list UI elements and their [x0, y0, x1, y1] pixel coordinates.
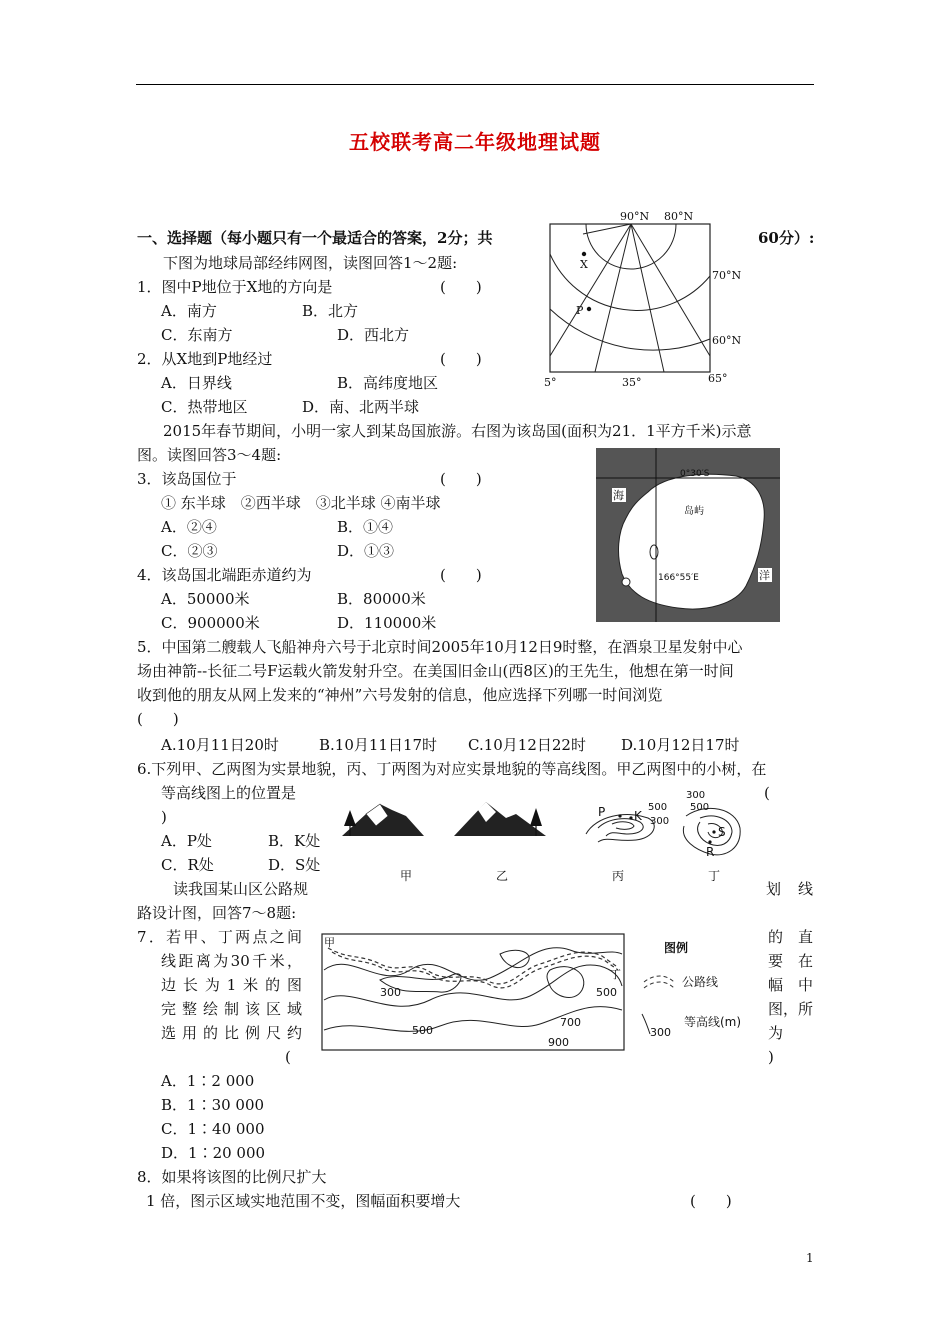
road-map-point-jia: 甲: [324, 936, 335, 949]
q8-answer-paren: ( ): [690, 1192, 732, 1210]
q3-option-d: D．①③: [337, 542, 395, 560]
graticule-figure: [540, 206, 750, 392]
q2-option-d: D．南、北两半球: [302, 398, 420, 416]
q4-stem: 4．该岛国北端距赤道约为: [137, 566, 312, 584]
island-figure: [596, 448, 780, 622]
road-map-legend: [642, 940, 741, 1039]
q3-option-c: C．②③: [161, 542, 218, 560]
q6-option-a: A．P处: [161, 832, 212, 850]
intro-7-8-line1: 读我国某山区公路规: [173, 880, 309, 898]
landform-label-r: R: [706, 845, 715, 859]
section-heading: 一、选择题（每小题只有一个最适合的答案，2分；共: [137, 229, 493, 247]
q3-stem: 3．该岛国位于: [137, 470, 237, 488]
q3-option-a: A．②④: [161, 518, 217, 536]
legend-title: 图例: [664, 941, 689, 955]
intro-1-2: 下图为地球局部经纬网图，读图回答1～2题:: [163, 254, 458, 272]
q5-option-d: D.10月12日17时: [621, 736, 740, 754]
q5-option-b: B.10月11日17时: [319, 736, 438, 754]
q1-option-d: D．西北方: [337, 326, 410, 344]
q4-option-b: B．80000米: [337, 590, 426, 608]
landform-label-p: P: [598, 805, 606, 819]
q2-stem: 2．从X地到P地经过: [137, 350, 273, 368]
q2-option-a: A．日界线: [161, 374, 232, 392]
graticule-label-60n: 60°N: [712, 334, 742, 347]
q8-line1: 8．如果将该图的比例尺扩大: [137, 1168, 327, 1186]
q3-option-b: B．①④: [337, 518, 394, 536]
legend-contour-icon: [642, 1014, 650, 1034]
q7-option-a: A．1∶2 000: [161, 1072, 255, 1090]
intro-7-8-word1: 划: [766, 880, 782, 898]
q2-option-b: B．高纬度地区: [337, 374, 439, 392]
road-map-label-300: 300: [380, 986, 401, 999]
q5-option-c: C.10月12日22时: [468, 736, 586, 754]
road-line: [328, 948, 616, 984]
island-name-label: 岛屿: [684, 506, 704, 517]
landform-jia-sketch: [342, 804, 424, 836]
q6-option-c: C．R处: [161, 856, 214, 874]
island-longitude-label: 166°55′E: [658, 573, 699, 583]
q5-line3: 收到他的朋友从网上发来的“神州”六号发射的信息，他应选择下列哪一时间浏览: [137, 686, 663, 704]
legend-road-icon: [644, 976, 674, 982]
intro-3-4-line2: 图。读图回答3～4题:: [137, 446, 282, 464]
graticule-label-90n: 90°N: [620, 210, 650, 223]
landform-bing-500: 500: [648, 802, 668, 813]
q1-stem: 1．图中P地位于X地的方向是: [137, 278, 333, 296]
q7-right-line4: 图，所: [768, 1000, 814, 1018]
graticule-label-80n: 80°N: [664, 210, 694, 223]
landform-caption-jia: 甲: [400, 869, 413, 883]
road-map-label-500-left: 500: [412, 1024, 433, 1037]
landform-figures: [336, 786, 760, 886]
legend-contour-label: 等高线(m): [684, 1015, 742, 1029]
q6-paren-open: (: [764, 784, 770, 802]
q7-right-line2: 要 在: [768, 952, 814, 970]
q4-option-a: A．50000米: [161, 590, 250, 608]
q2-answer-paren: ( ): [440, 350, 482, 368]
graticule-label-70n: 70°N: [712, 269, 742, 282]
legend-contour-value: 300: [650, 1026, 671, 1039]
island-sea-label: 海: [613, 489, 624, 502]
landform-label-s: S: [718, 825, 726, 839]
landform-caption-ding: 丁: [708, 869, 721, 883]
q7-right-line3: 幅 中: [768, 976, 814, 994]
page-number: 1: [806, 1251, 814, 1265]
q7-option-d: D．1∶20 000: [161, 1144, 266, 1162]
q7-left-line1: 7．若甲、丁两点之间: [137, 928, 302, 946]
point-x-marker: [582, 252, 586, 256]
road-map-label-900: 900: [548, 1036, 569, 1049]
graticule-point-x: X: [580, 258, 588, 271]
road-map-figure: [320, 930, 760, 1054]
intro-3-4-line1: 2015年春节期间，小明一家人到某岛国旅游。右图为该岛国(面积为21．1平方千米)示意: [163, 422, 752, 440]
q5-line2: 场由神箭--长征二号F运载火箭发射升空。在美国旧金山(西8区)的王先生，他想在第一时间: [137, 662, 734, 680]
road-map-label-700: 700: [560, 1016, 581, 1029]
q1-option-a: A．南方: [161, 302, 217, 320]
landform-ding-300: 300: [686, 790, 706, 801]
q6-line1: 6.下列甲、乙两图为实景地貌，丙、丁两图为对应实景地貌的等高线图。甲乙两图中的小树，在: [137, 760, 767, 778]
q3-answer-paren: ( ): [440, 470, 482, 488]
island-ocean-label: 洋: [759, 569, 770, 582]
q4-answer-paren: ( ): [440, 566, 482, 584]
landform-label-k: K: [634, 809, 642, 823]
header-rule: [136, 84, 814, 85]
q7-option-b: B．1∶30 000: [161, 1096, 265, 1114]
road-map-label-500-right: 500: [596, 986, 617, 999]
graticule-label-35: 35°: [622, 376, 642, 389]
q7-option-c: C．1∶40 000: [161, 1120, 265, 1138]
q7-left-line3: 边长为1米的图: [161, 976, 302, 994]
landform-caption-yi: 乙: [496, 869, 509, 883]
q6-paren-close: ): [161, 808, 167, 826]
q6-option-b: B．K处: [268, 832, 321, 850]
section-score: 60分）:: [758, 229, 815, 247]
road-map-point-ding: 丁: [610, 968, 621, 981]
q4-option-d: D．110000米: [337, 614, 437, 632]
q5-option-a: A.10月11日20时: [161, 736, 279, 754]
q7-left-line4: 完整绘制该区域: [161, 1000, 302, 1018]
q5-answer-paren: ( ): [137, 710, 179, 728]
intro-7-8-word2: 线: [798, 880, 814, 898]
landform-ding-500: 500: [690, 802, 710, 813]
legend-road-label: 公路线: [682, 975, 719, 989]
landform-bing-300: 300: [650, 816, 670, 827]
graticule-point-p: P: [576, 304, 584, 317]
q1-option-c: C．东南方: [161, 326, 233, 344]
landform-caption-bing: 丙: [612, 869, 625, 883]
q7-right-line1: 的 直: [768, 928, 814, 946]
graticule-label-5: 5°: [544, 376, 557, 389]
graticule-label-65: 65°: [708, 372, 728, 385]
q3-numbered-options: ① 东半球 ②西半球 ③北半球 ④南半球: [161, 494, 441, 512]
landform-yi-sketch: [454, 802, 546, 836]
q6-option-d: D．S处: [268, 856, 321, 874]
q6-line2: 等高线图上的位置是: [161, 784, 297, 802]
q7-left-line2: 线距离为30千米，: [161, 952, 302, 970]
q7-paren-close: ): [768, 1048, 774, 1066]
q4-option-c: C．900000米: [161, 614, 260, 632]
q7-left-line5: 选用的比例尺约: [161, 1024, 302, 1042]
q5-line1: 5．中国第二艘载人飞船神舟六号于北京时间2005年10月12日9时整，在酒泉卫星发射中心: [137, 638, 743, 656]
q1-answer-paren: ( ): [440, 278, 482, 296]
q7-right-line5: 为: [768, 1024, 784, 1042]
q8-line2: 1 倍，图示区域实地范围不变，图幅面积要增大: [146, 1192, 461, 1210]
intro-7-8-line2: 路设计图，回答7～8题:: [137, 904, 297, 922]
q1-option-b: B．北方: [302, 302, 359, 320]
landform-bing-contour: [586, 815, 654, 842]
page-title: 五校联考高二年级地理试题: [349, 130, 601, 154]
point-p-marker: [587, 307, 591, 311]
q2-option-c: C．热带地区: [161, 398, 248, 416]
q7-paren-open: (: [285, 1048, 291, 1066]
island-latitude-label: 0°30′S: [680, 469, 710, 479]
